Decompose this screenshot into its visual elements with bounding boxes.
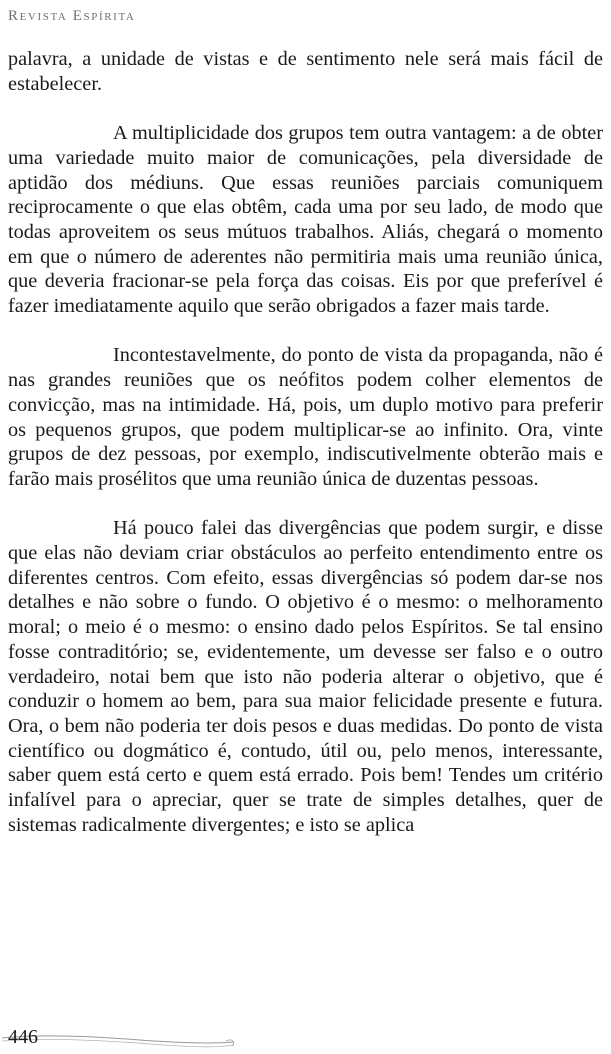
page-number: 446	[8, 1026, 38, 1048]
body-text	[8, 47, 603, 862]
paragraph: palavra, a unidade de vistas e de sentimento nele será mais fácil de estabelecer.	[8, 48, 603, 95]
paragraph: Incontestavelmente, do ponto de vista da propaganda, não é nas grandes reuniões que os neófitos podem colher elementos de convicção, mas na intimidade. Há, pois, um duplo motivo para preferir os pequenos grupos, que podem multiplicar-se ao infinito. Ora, vinte grupos de dez pessoas, por exemplo, indiscutivelmente obterão mais e farão mais prosélitos que uma reunião única de duzentas pessoas.	[8, 344, 603, 490]
running-head: Revista Espírita	[8, 8, 136, 24]
paragraph: Há pouco falei das divergências que podem surgir, e disse que elas não deviam criar obstáculos ao perfeito entendimento entre os diferentes centros. Com efeito, essas divergências só podem dar-se nos detalhes e não sobre o fundo. O objetivo é o mesmo: o melhoramento moral; o meio é o mesmo: o ensino dado pelos Espíritos. Se tal ensino fosse contraditório; se, evidentemente, um devesse ser falso e o outro verdadeiro, notai bem que isto não poderia alterar o objetivo, que é conduzir o homem ao bem, para sua maior felicidade presente e futura. Ora, o bem não poderia ter dois pesos e duas medidas. Do ponto de vista científico ou dogmático é, contudo, útil ou, pelo menos, interessante, saber quem está certo e quem está errado. Pois bem! Tendes um critério infalível para o apreciar, quer se trate de simples detalhes, quer de sistemas radicalmente divergentes; e isto se aplica	[8, 517, 603, 836]
paragraph: A multiplicidade dos grupos tem outra vantagem: a de obter uma variedade muito maior de comunicações, pela diversidade de aptidão dos médiuns. Que essas reuniões parciais comuniquem reciprocamente o que elas obtêm, cada uma por seu lado, de modo que todas aproveitem os seus mútuos trabalhos. Aliás, chegará o momento em que o número de aderentes não permitiria mais uma reunião única, que deveria fracionar-se pela força das coisas. Eis por que preferível é fazer imediatamente aquilo que serão obrigados a fazer mais tarde.	[8, 122, 603, 318]
